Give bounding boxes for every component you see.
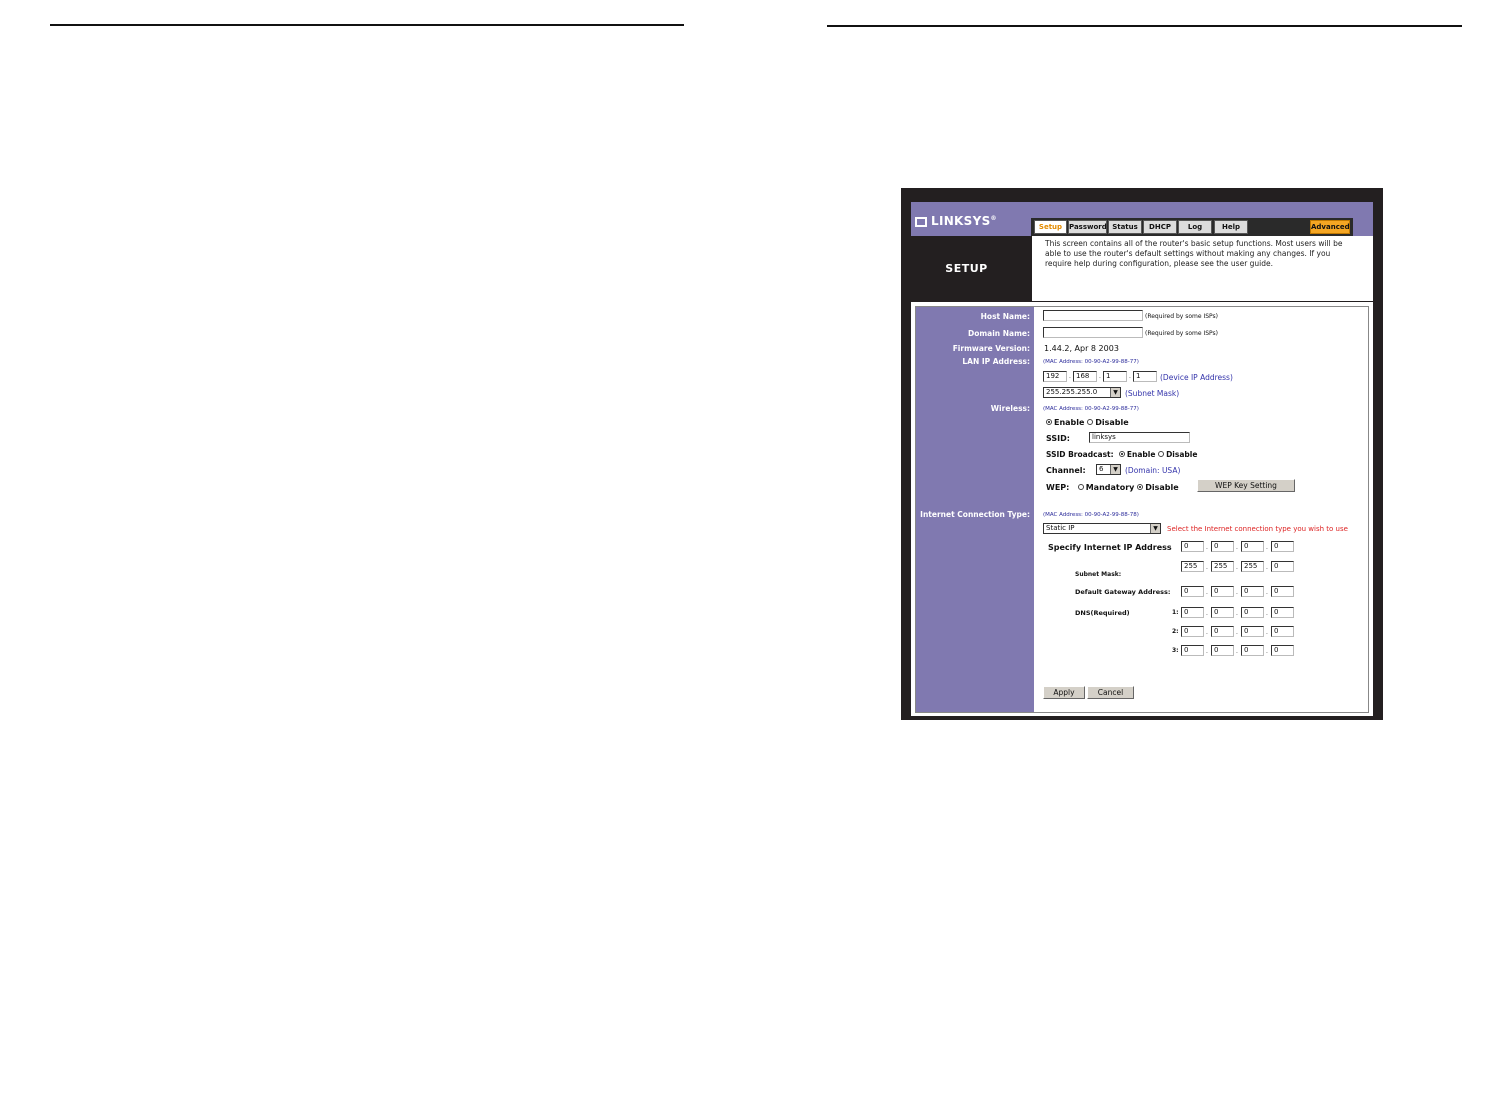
host-name-input[interactable] xyxy=(1043,310,1143,321)
lan-mac-address: (MAC Address: 00-90-A2-99-88-77) xyxy=(1043,359,1139,365)
host-name-label: Host Name: xyxy=(980,312,1030,321)
subnet-mask-label: Subnet Mask: xyxy=(1075,571,1122,578)
subnet-mask-note: (Subnet Mask) xyxy=(1125,389,1180,398)
specify-internet-ip-label: Specify Internet IP Address xyxy=(1048,543,1172,552)
ssid-broadcast-label: SSID Broadcast: xyxy=(1046,450,1114,459)
internet-connection-type-select[interactable] xyxy=(1043,523,1161,534)
ip-dot: . xyxy=(1236,629,1238,636)
dns1-octet-3[interactable]: 0 xyxy=(1241,607,1264,618)
ssid-broadcast-disable-radio[interactable] xyxy=(1158,451,1164,457)
wep-key-setting-button[interactable]: WEP Key Setting xyxy=(1197,479,1295,492)
wireless-disable-radio[interactable] xyxy=(1087,419,1093,425)
ip-dot: . xyxy=(1236,648,1238,655)
lan-ip-dot: . xyxy=(1129,373,1131,380)
ssid-broadcast-enable-radio[interactable] xyxy=(1119,451,1125,457)
ssid-broadcast-row xyxy=(1046,450,1197,459)
wireless-disable-label: Disable xyxy=(1095,418,1129,427)
internet-ip-octet-3[interactable]: 0 xyxy=(1241,541,1264,552)
ip-dot: . xyxy=(1206,544,1208,551)
internet-ip-octet-4[interactable]: 0 xyxy=(1271,541,1294,552)
internet-mac-address: (MAC Address: 00-90-A2-99-88-78) xyxy=(1043,512,1139,518)
ssid-label: SSID: xyxy=(1046,434,1070,443)
wep-disable-radio[interactable] xyxy=(1137,484,1143,490)
intro-text: This screen contains all of the router's basic setup functions. Most users will be able to use the router's default settings without making any changes. If you require help during configuration, please see the user guide. xyxy=(1032,236,1373,301)
linksys-logo-icon xyxy=(915,217,927,227)
channel-value: 6 xyxy=(1099,465,1104,473)
dns1-label: 1: xyxy=(1172,609,1179,616)
ip-dot: . xyxy=(1206,648,1208,655)
dns2-octet-1[interactable]: 0 xyxy=(1181,626,1204,637)
ip-dot: . xyxy=(1236,564,1238,571)
ip-dot: . xyxy=(1266,610,1268,617)
lan-ip-octet-3[interactable]: 1 xyxy=(1103,371,1127,382)
gateway-octet-3[interactable]: 0 xyxy=(1241,586,1264,597)
connection-type-hint: Select the Internet connection type you wish to use xyxy=(1167,525,1348,533)
tab-status[interactable]: Status xyxy=(1108,220,1142,234)
ip-dot: . xyxy=(1236,610,1238,617)
subnet-octet-2[interactable]: 255 xyxy=(1211,561,1234,572)
wep-row xyxy=(1046,483,1179,492)
firmware-version-value: 1.44.2, Apr 8 2003 xyxy=(1044,344,1119,353)
chevron-down-icon: ▼ xyxy=(1110,388,1120,397)
subnet-octet-3[interactable]: 255 xyxy=(1241,561,1264,572)
wep-disable-label: Disable xyxy=(1145,483,1179,492)
wep-mandatory-label: Mandatory xyxy=(1085,483,1135,492)
wep-label: WEP: xyxy=(1046,483,1070,492)
logo-text: LINKSYS xyxy=(931,214,991,228)
page-title: SETUP xyxy=(945,262,988,275)
wireless-enable-label: Enable xyxy=(1054,418,1085,427)
tab-setup[interactable]: Setup xyxy=(1034,220,1067,234)
chevron-down-icon: ▼ xyxy=(1150,524,1160,533)
channel-select[interactable] xyxy=(1096,464,1121,475)
subnet-octet-4[interactable]: 0 xyxy=(1271,561,1294,572)
lan-ip-dot: . xyxy=(1099,373,1101,380)
ip-dot: . xyxy=(1266,648,1268,655)
dns3-octet-1[interactable]: 0 xyxy=(1181,645,1204,656)
dns-required-label: DNS(Required) xyxy=(1075,609,1130,617)
internet-connection-type-value: Static IP xyxy=(1046,524,1075,532)
linksys-logo xyxy=(915,214,997,228)
ssid-broadcast-disable-label: Disable xyxy=(1166,450,1198,459)
dns2-label: 2: xyxy=(1172,628,1179,635)
apply-button[interactable]: Apply xyxy=(1043,686,1085,699)
ip-dot: . xyxy=(1206,610,1208,617)
subnet-octet-1[interactable]: 255 xyxy=(1181,561,1204,572)
domain-name-label: Domain Name: xyxy=(967,329,1030,338)
tab-password[interactable]: Password xyxy=(1068,220,1107,234)
wireless-label: Wireless: xyxy=(990,404,1030,413)
lan-subnet-mask-value: 255.255.255.0 xyxy=(1046,388,1098,396)
device-ip-note: (Device IP Address) xyxy=(1160,373,1233,382)
lan-subnet-mask-select[interactable] xyxy=(1043,387,1121,398)
internet-connection-type-label: Internet Connection Type: xyxy=(920,510,1030,519)
host-name-note: (Required by some ISPs) xyxy=(1145,313,1219,320)
wireless-enable-radio-group xyxy=(1046,418,1129,427)
dns2-octet-4[interactable]: 0 xyxy=(1271,626,1294,637)
tab-advanced[interactable]: Advanced xyxy=(1310,220,1350,234)
router-screenshot xyxy=(901,188,1383,720)
firmware-version-label: Firmware Version: xyxy=(952,344,1030,353)
wireless-enable-radio[interactable] xyxy=(1046,419,1052,425)
ip-dot: . xyxy=(1266,564,1268,571)
gateway-octet-4[interactable]: 0 xyxy=(1271,586,1294,597)
domain-name-input[interactable] xyxy=(1043,327,1143,338)
tab-dhcp[interactable]: DHCP xyxy=(1143,220,1177,234)
domain-name-note: (Required by some ISPs) xyxy=(1145,330,1219,337)
internet-ip-octet-1[interactable]: 0 xyxy=(1181,541,1204,552)
ssid-broadcast-enable-label: Enable xyxy=(1126,450,1156,459)
gateway-octet-2[interactable]: 0 xyxy=(1211,586,1234,597)
dns1-octet-1[interactable]: 0 xyxy=(1181,607,1204,618)
dns2-octet-2[interactable]: 0 xyxy=(1211,626,1234,637)
ip-dot: . xyxy=(1266,629,1268,636)
lan-ip-octet-4[interactable]: 1 xyxy=(1133,371,1157,382)
dns3-octet-2[interactable]: 0 xyxy=(1211,645,1234,656)
dns1-octet-2[interactable]: 0 xyxy=(1211,607,1234,618)
tab-bar xyxy=(1031,218,1353,236)
ip-dot: . xyxy=(1206,564,1208,571)
tab-log[interactable]: Log xyxy=(1178,220,1212,234)
label-column xyxy=(916,307,1034,712)
tab-help[interactable]: Help xyxy=(1214,220,1248,234)
channel-label: Channel: xyxy=(1046,466,1086,475)
ip-dot: . xyxy=(1206,629,1208,636)
ip-dot: . xyxy=(1266,589,1268,596)
cancel-button[interactable]: Cancel xyxy=(1087,686,1134,699)
dns2-octet-3[interactable]: 0 xyxy=(1241,626,1264,637)
logo-reg-mark: ® xyxy=(990,215,997,222)
internet-ip-octet-2[interactable]: 0 xyxy=(1211,541,1234,552)
wireless-mac-address: (MAC Address: 00-90-A2-99-88-77) xyxy=(1043,406,1139,412)
lan-ip-label: LAN IP Address: xyxy=(962,357,1030,366)
settings-panel xyxy=(915,306,1369,713)
wep-mandatory-radio[interactable] xyxy=(1078,484,1084,490)
dns3-label: 3: xyxy=(1172,647,1179,654)
lan-ip-octet-2[interactable]: 168 xyxy=(1073,371,1097,382)
lan-ip-octet-1[interactable]: 192 xyxy=(1043,371,1067,382)
ssid-input[interactable]: linksys xyxy=(1089,432,1190,443)
ip-dot: . xyxy=(1236,589,1238,596)
right-page-rule xyxy=(827,25,1462,27)
dns1-octet-4[interactable]: 0 xyxy=(1271,607,1294,618)
default-gateway-label: Default Gateway Address: xyxy=(1075,588,1171,596)
gateway-octet-1[interactable]: 0 xyxy=(1181,586,1204,597)
lan-ip-dot: . xyxy=(1069,373,1071,380)
dns3-octet-3[interactable]: 0 xyxy=(1241,645,1264,656)
ip-dot: . xyxy=(1206,589,1208,596)
chevron-down-icon: ▼ xyxy=(1110,465,1120,474)
ip-dot: . xyxy=(1266,544,1268,551)
channel-domain-note: (Domain: USA) xyxy=(1125,466,1181,475)
left-page-rule xyxy=(50,24,684,26)
ip-dot: . xyxy=(1236,544,1238,551)
dns3-octet-4[interactable]: 0 xyxy=(1271,645,1294,656)
